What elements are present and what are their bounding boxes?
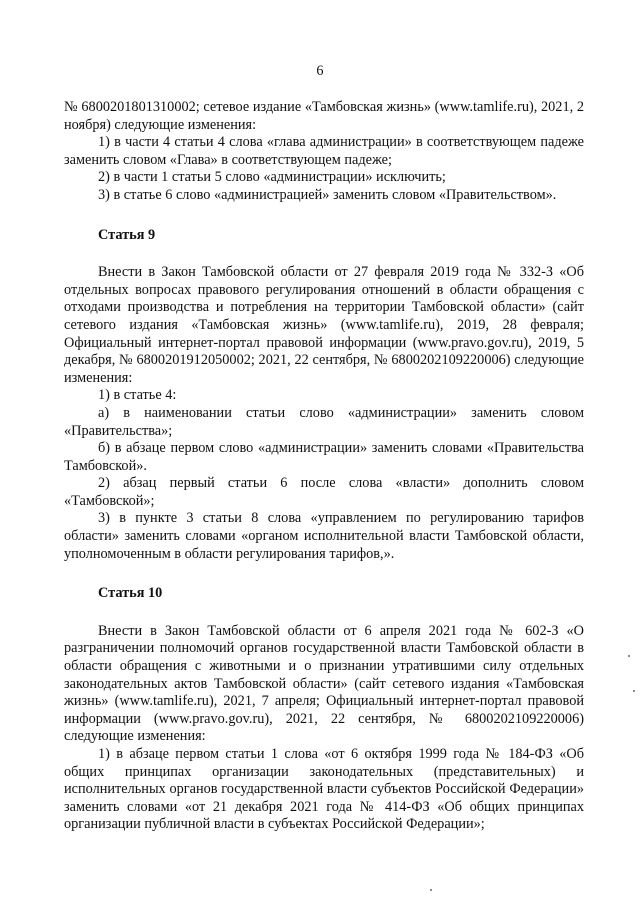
article-9-item-1a: а) в наименовании статьи слово «администрации» заменить словом «Правительства»; [64, 404, 584, 439]
intro-item-2: 2) в части 1 статьи 5 слово «администрации» исключить; [98, 169, 446, 186]
article-10-lead: Внести в Закон Тамбовской области от 6 апреля 2021 года № 602-З «О разграничении полномочий органов государственной власти Тамбовской области в области обращения с животными и о признании утратившими силу отдельных законодательных актов Тамбовской области» (сайт сетевого издания «Тамбовская жизнь» (www.tamlife.ru), 2021, 7 апреля; Официальный интернет-портал правовой информации (www.pravo.gov.ru), 2021, 22 сентября, № 6800202109220006) следующие изменения: [64, 622, 584, 745]
spacer [64, 563, 584, 585]
page-number: 6 [316, 63, 324, 79]
article-10-item-1: 1) в абзаце первом статьи 1 слова «от 6 октября 1999 года № 184-ФЗ «Об общих принципах организации законодательных (представительных) и исполнительных органов государственной власти субъектов Российской Федерации» заменить словами «от 21 декабря 2021 года № 414-ФЗ «Об общих принципах организации публичной власти в субъектах Российской Федерации»; [64, 746, 584, 833]
article-9-item-1b: б) в абзаце первом слово «администрации» заменить словами «Правительства Тамбовской». [64, 440, 584, 474]
article-9-lead: Внести в Закон Тамбовской области от 27 февраля 2019 года № 332-З «Об отдельных вопросах правового регулирования отношений в области обращения с отходами производства и потребления на территории Тамбовской области» (сайт сетевого издания «Тамбовская жизнь» (www.tamlife.ru), 2019, 28 февраля; Официальный интернет-портал правовой информации (www.pravo.gov.ru), 2019, 5 декабря, № 6800201912050002; 2021, 22 сентября, № 6800202109220006) следующие изменения: [64, 264, 584, 386]
intro-continuation: № 6800201801310002; сетевое издание «Тамбовская жизнь» (www.tamlife.ru), 2021, 2 ноября) следующие изменения: [64, 99, 584, 133]
article-9-heading: Статья 9 [98, 226, 156, 243]
spacer [64, 205, 584, 227]
article-9-item-2: 2) абзац первый статьи 6 после слова «власти» дополнить словом «Тамбовской»; [64, 475, 584, 509]
intro-item-3: 3) в статье 6 слово «администрацией» заменить словом «Правительством». [98, 186, 557, 203]
scan-speck [633, 690, 635, 692]
spacer [64, 603, 584, 623]
spacer [64, 244, 584, 264]
scan-speck [628, 655, 630, 657]
article-9-item-1: 1) в статье 4: [98, 387, 177, 404]
article-10-heading: Статья 10 [98, 585, 163, 602]
scan-speck [430, 889, 432, 891]
intro-item-1: 1) в части 4 статьи 4 слова «глава администрации» в соответствующем падеже заменить словом «Глава» в соответствующем падеже; [64, 134, 584, 168]
document-body [64, 99, 584, 834]
article-9-item-3: 3) в пункте 3 статьи 8 слова «управлением по регулированию тарифов области» заменить словами «органом исполнительной власти Тамбовской области, уполномоченным в области регулирования тарифов,». [64, 510, 584, 562]
